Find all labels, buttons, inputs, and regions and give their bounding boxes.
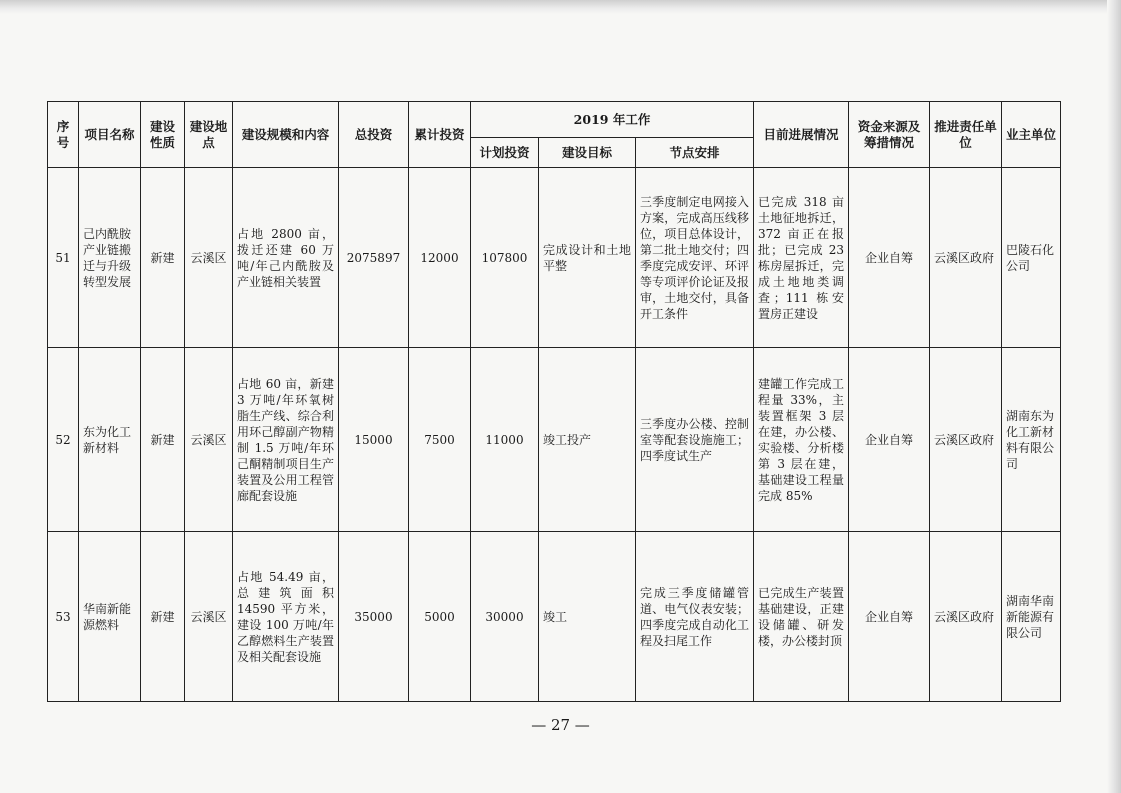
cell-total: 35000 [339,532,409,702]
cell-nature: 新建 [141,532,185,702]
cell-seq: 51 [48,168,79,348]
header-seq: 序号 [48,102,79,168]
cell-planned: 107800 [471,168,539,348]
header-milestones: 节点安排 [636,138,754,168]
scan-edge-top [0,0,1121,14]
scan-edge-right [1107,0,1121,793]
cell-planned: 30000 [471,532,539,702]
header-planned-investment: 计划投资 [471,138,539,168]
cell-progress: 已完成 318 亩土地征地拆迁，372 亩正在报批；已完成 23 栋房屋拆迁，完成土地地类调查；111 栋安置房正建设 [754,168,849,348]
header-total-investment: 总投资 [339,102,409,168]
cell-name: 华南新能源燃料 [79,532,141,702]
cell-planned: 11000 [471,348,539,532]
cell-funding: 企业自筹 [849,532,930,702]
cell-target: 竣工投产 [539,348,636,532]
cell-location: 云溪区 [185,348,233,532]
cell-owner: 湖南东为化工新材料有限公司 [1002,348,1061,532]
cell-name: 己内酰胺产业链搬迁与升级转型发展 [79,168,141,348]
cell-owner: 巴陵石化公司 [1002,168,1061,348]
page-number: — 27 — [531,716,590,734]
cell-total: 15000 [339,348,409,532]
header-owner: 业主单位 [1002,102,1061,168]
cell-funding: 企业自筹 [849,348,930,532]
cell-name: 东为化工新材料 [79,348,141,532]
table-row [48,532,1061,702]
table-row [48,168,1061,348]
header-progress: 目前进展情况 [754,102,849,168]
header-row-1 [48,102,1061,138]
cell-owner: 湖南华南新能源有限公司 [1002,532,1061,702]
cell-cumulative: 12000 [409,168,471,348]
cell-seq: 53 [48,532,79,702]
cell-progress: 建罐工作完成工程量 33%，主装置框架 3 层在建，办公楼、实验楼、分析楼第 3 层在建，基础建设工程量完成 85% [754,348,849,532]
header-responsible: 推进责任单 位 [930,102,1002,168]
header-nature: 建设性质 [141,102,185,168]
header-work-2019: 2019 年工作 [471,102,754,138]
cell-seq: 52 [48,348,79,532]
cell-nature: 新建 [141,348,185,532]
project-table [47,101,1061,702]
cell-location: 云溪区 [185,168,233,348]
cell-total: 2075897 [339,168,409,348]
table-row [48,348,1061,532]
cell-target: 完成设计和土地平整 [539,168,636,348]
header-name: 项目名称 [79,102,141,168]
cell-scale: 占地 2800 亩，拨迁还建 60 万吨/年己内酰胺及产业链相关装置 [233,168,339,348]
header-location: 建设地点 [185,102,233,168]
header-funding: 资金来源及筹措情况 [849,102,930,168]
cell-responsible: 云溪区政府 [930,532,1002,702]
cell-responsible: 云溪区政府 [930,168,1002,348]
cell-location: 云溪区 [185,532,233,702]
cell-nature: 新建 [141,168,185,348]
cell-cumulative: 5000 [409,532,471,702]
cell-milestones: 完成三季度储罐管道、电气仪表安装；四季度完成自动化工程及扫尾工作 [636,532,754,702]
header-build-target: 建设目标 [539,138,636,168]
cell-target: 竣工 [539,532,636,702]
cell-funding: 企业自筹 [849,168,930,348]
header-scale: 建设规模和内容 [233,102,339,168]
cell-cumulative: 7500 [409,348,471,532]
cell-milestones: 三季度办公楼、控制室等配套设施施工；四季度试生产 [636,348,754,532]
cell-scale: 占地 60 亩，新建 3 万吨/年环氧树脂生产线、综合利用环己醇副产物精制 1.5 万吨/年环己酮精制项目生产装置及公用工程管廊配套设施 [233,348,339,532]
cell-scale: 占地 54.49 亩，总建筑面积 14590 平方米，建设 100 万吨/年乙醇燃料生产装置及相关配套设施 [233,532,339,702]
cell-progress: 已完成生产装置基础建设，正建设储罐、研发楼，办公楼封顶 [754,532,849,702]
header-cumulative-investment: 累计投资 [409,102,471,168]
cell-responsible: 云溪区政府 [930,348,1002,532]
cell-milestones: 三季度制定电网接入方案，完成高压线移位，项目总体设计，第二批土地交付；四季度完成安评、环评等专项评价论证及报审，土地交付，具备开工条件 [636,168,754,348]
